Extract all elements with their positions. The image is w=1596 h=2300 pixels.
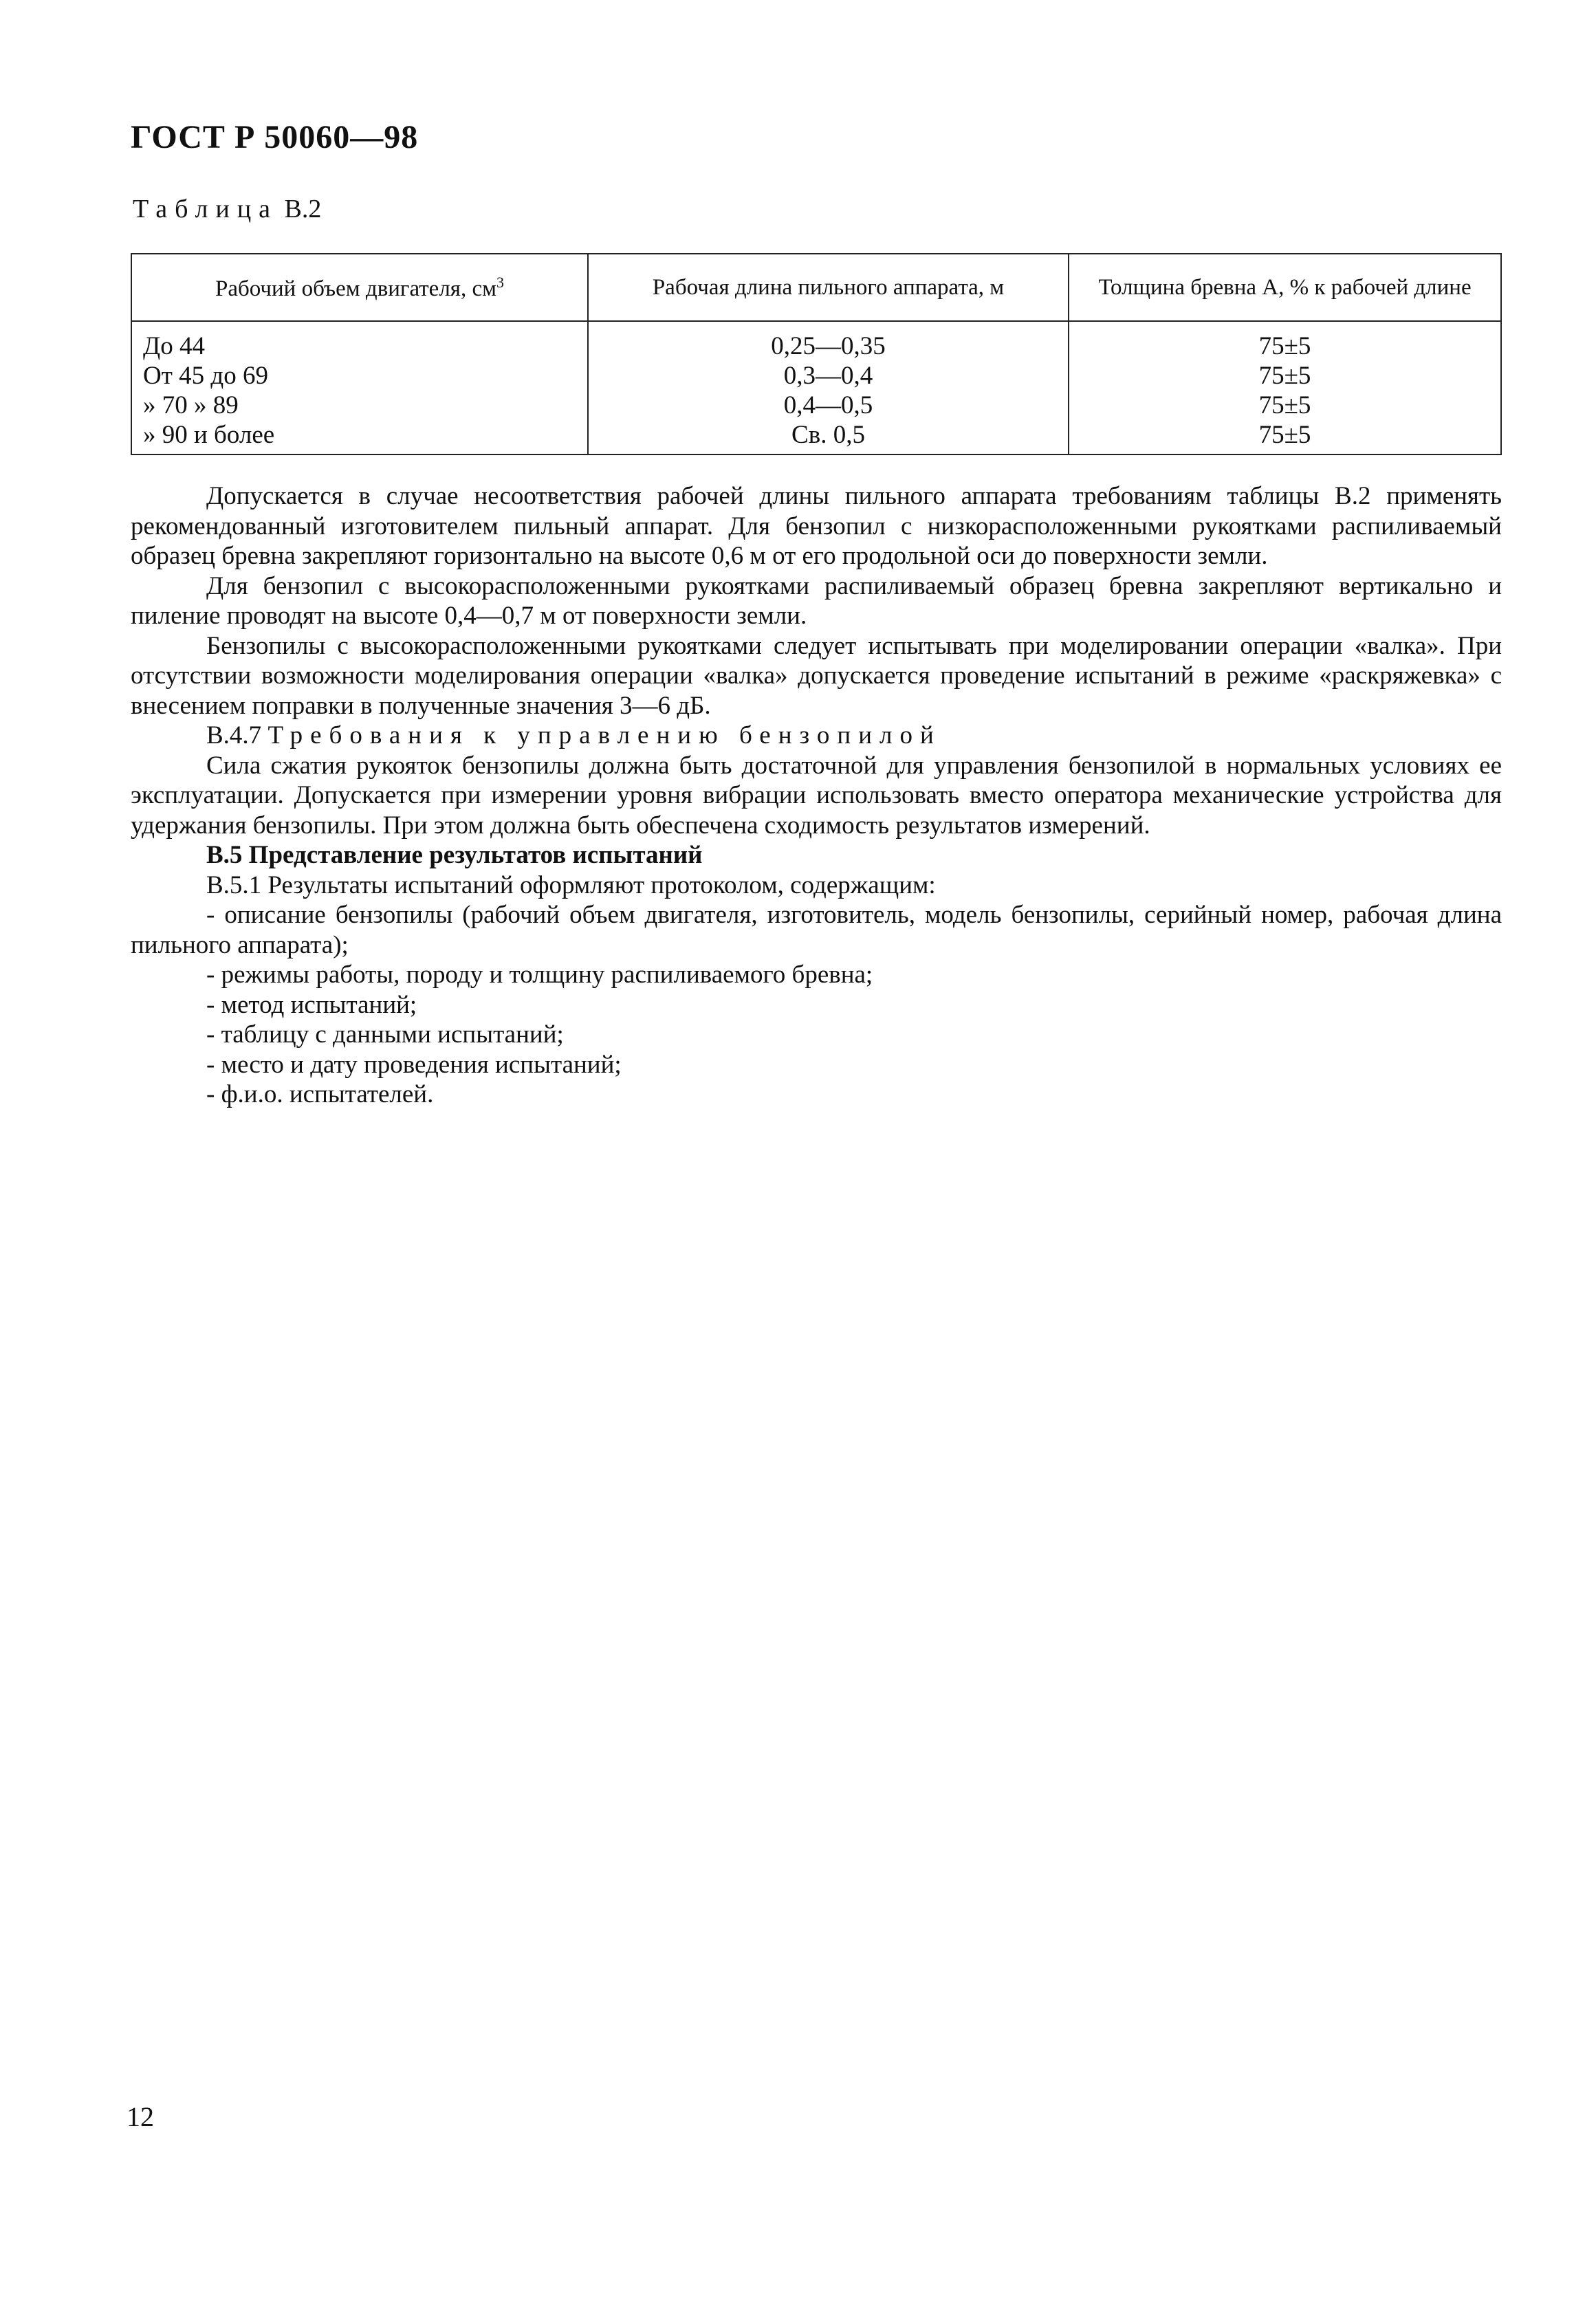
cell-volume: От 45 до 69 — [131, 361, 588, 391]
list-item: - описание бензопилы (рабочий объем двигателя, изготовитель, модель бензопилы, серийный номер, рабочая длина пильного аппарата); — [131, 901, 1502, 959]
paragraph-grip-force: Сила сжатия рукояток бензопилы должна быть достаточной для управления бензопилой в нормальных условиях ее эксплуатации. Допускается при измерении уровня вибрации использовать вместо оператора механические устройства для удержания бензопилы. При этом должна быть обеспечена сходимость результатов измерений. — [131, 751, 1502, 840]
cell-length: Св. 0,5 — [588, 420, 1069, 454]
paragraph-chain-length: Допускается в случае несоответствия рабочей длины пильного аппарата требованиям таблицы В.2 применять рекомендованный изготовителем пильный аппарат. Для бензопил с низкорасположенными рукоятками распиливаемый образец бревна закрепляют горизонтально на высоте 0,6 м от его продольной оси до поверхности земли. — [131, 482, 1502, 570]
body-text — [131, 481, 1502, 1110]
cell-volume: » 70 » 89 — [131, 391, 588, 420]
cell-length: 0,4—0,5 — [588, 391, 1069, 420]
list-item: - место и дату проведения испытаний; — [206, 1050, 622, 1079]
page-number: 12 — [127, 2101, 154, 2132]
cell-length: 0,3—0,4 — [588, 361, 1069, 391]
cell-volume: До 44 — [131, 321, 588, 361]
cell-thickness: 75±5 — [1069, 321, 1501, 361]
cell-thickness: 75±5 — [1069, 361, 1501, 391]
list-item: - ф.и.о. испытателей. — [206, 1080, 434, 1108]
cell-thickness: 75±5 — [1069, 391, 1501, 420]
list-item: - таблицу с данными испытаний; — [206, 1020, 564, 1049]
paragraph-b51: В.5.1 Результаты испытаний оформляют протоколом, содержащим: — [206, 870, 936, 899]
section-heading-b47 — [131, 721, 1502, 751]
table-row — [131, 391, 1501, 420]
table-caption-number: В.2 — [284, 195, 322, 223]
section-title: Требования к управлению бензопилой — [267, 721, 941, 749]
section-heading-b5: В.5 Представление результатов испытаний — [206, 841, 703, 869]
table-header-row — [131, 254, 1501, 321]
table-row — [131, 420, 1501, 454]
list-item: - метод испытаний; — [206, 990, 417, 1019]
table-row — [131, 361, 1501, 391]
data-table — [131, 253, 1502, 455]
section-number: В.4.7 — [206, 721, 262, 749]
cell-thickness: 75±5 — [1069, 420, 1501, 454]
document-header: ГОСТ Р 50060—98 — [131, 119, 419, 155]
paragraph-high-handles: Для бензопил с высокорасположенными рукоятками распиливаемый образец бревна закрепляют вертикально и пиление проводят на высоте 0,4—0,7 м от поверхности земли. — [131, 571, 1502, 630]
cell-volume: » 90 и более — [131, 420, 588, 454]
table-row — [131, 321, 1501, 361]
cell-length: 0,25—0,35 — [588, 321, 1069, 361]
table-caption-word: Таблица — [133, 195, 278, 223]
column-header-volume: Рабочий объем двигателя, $см^3$ — [131, 254, 588, 321]
table-caption — [133, 194, 321, 224]
list-item: - режимы работы, породу и толщину распиливаемого бревна; — [206, 961, 873, 989]
column-header-length: Рабочая длина пильного аппарата, м — [588, 254, 1069, 321]
paragraph-felling: Бензопилы с высокорасположенными рукоятками следует испытывать при моделировании операции «валка». При отсутствии возможности моделирования операции «валка» допускается проведение испытаний в режиме «раскряжевка» с внесением поправки в полученные значения 3—6 дБ. — [131, 631, 1502, 720]
column-header-thickness: Толщина бревна А, % к рабочей длине — [1069, 254, 1501, 321]
